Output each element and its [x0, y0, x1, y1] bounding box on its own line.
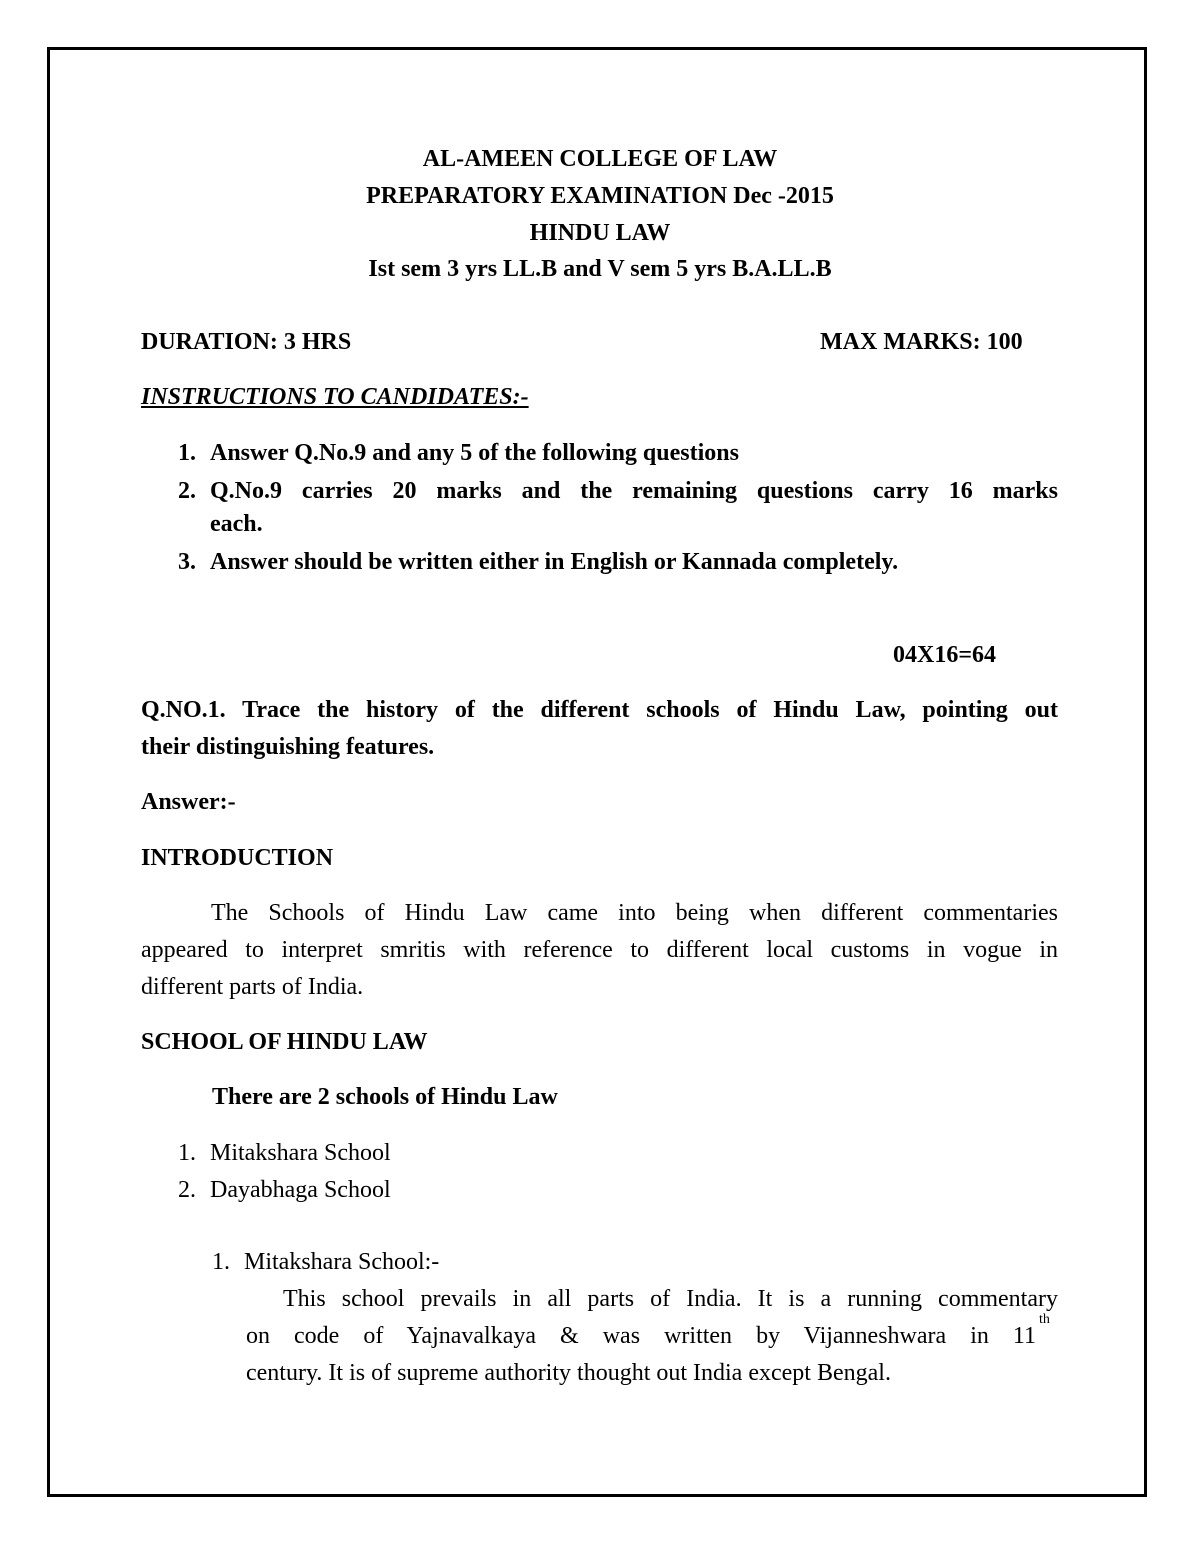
mitakshara-line-1: This school prevails in all parts of India. It is a running commentary: [283, 1286, 1058, 1312]
school-number: 2.: [178, 1177, 196, 1203]
instruction-number: 3.: [178, 549, 196, 575]
mitakshara-number: 1.: [212, 1249, 230, 1275]
school-number: 1.: [178, 1140, 196, 1166]
course-info: Ist sem 3 yrs LL.B and V sem 5 yrs B.A.LL.B: [368, 256, 832, 282]
instruction-text-continued: each.: [210, 511, 263, 537]
instruction-text: Answer should be written either in English or Kannada completely.: [210, 549, 899, 575]
question-line-2: their distinguishing features.: [141, 734, 435, 760]
mitakshara-line-3: century. It is of supreme authority thought out India except Bengal.: [246, 1360, 891, 1386]
duration: DURATION: 3 HRS: [141, 329, 352, 355]
introduction-line-2: appeared to interpret smritis with reference to different local customs in vogue in: [141, 937, 1058, 963]
introduction-heading: INTRODUCTION: [141, 845, 334, 871]
college-name: AL-AMEEN COLLEGE OF LAW: [422, 146, 778, 172]
schools-subheading: There are 2 schools of Hindu Law: [212, 1084, 558, 1110]
instruction-text: Q.No.9 carries 20 marks and the remaining questions carry 16 marks: [210, 478, 1058, 504]
instruction-item-1: [178, 441, 739, 465]
school-list-item-1: [178, 1141, 391, 1165]
school-name: Mitakshara School: [210, 1140, 391, 1166]
subject-title: HINDU LAW: [529, 220, 671, 246]
instruction-text: Answer Q.No.9 and any 5 of the following questions: [210, 440, 739, 466]
max-marks: MAX MARKS: 100: [820, 329, 1023, 355]
mitakshara-title-row: [212, 1250, 439, 1274]
exam-title: PREPARATORY EXAMINATION Dec -2015: [366, 183, 834, 209]
mitakshara-title: Mitakshara School:-: [244, 1249, 440, 1275]
answer-label: Answer:-: [141, 789, 236, 815]
instructions-title: INSTRUCTIONS TO CANDIDATES:-: [141, 384, 529, 410]
mitakshara-line-2-row: on code of Yajnavalkaya & was written by Vijanneshwara in 11 th: [246, 1312, 1050, 1349]
instruction-item-3: [178, 550, 898, 574]
introduction-line-1: The Schools of Hindu Law came into being when different commentaries: [211, 900, 1058, 926]
school-list-item-2: [178, 1178, 391, 1202]
marks-scheme: 04X16=64: [893, 642, 997, 668]
instruction-item-2: [178, 479, 1058, 503]
instruction-text-justified: [210, 479, 1058, 503]
school-name: Dayabhaga School: [210, 1177, 391, 1203]
introduction-line-3: different parts of India.: [141, 974, 364, 1000]
instruction-number: 2.: [178, 478, 196, 504]
instruction-number: 1.: [178, 440, 196, 466]
schools-heading: SCHOOL OF HINDU LAW: [141, 1029, 428, 1055]
mitakshara-line-2: on code of Yajnavalkaya & was written by Vijanneshwara in 11: [246, 1323, 1036, 1349]
question-line-1: Q.NO.1. Trace the history of the different schools of Hindu Law, pointing out: [141, 697, 1058, 723]
